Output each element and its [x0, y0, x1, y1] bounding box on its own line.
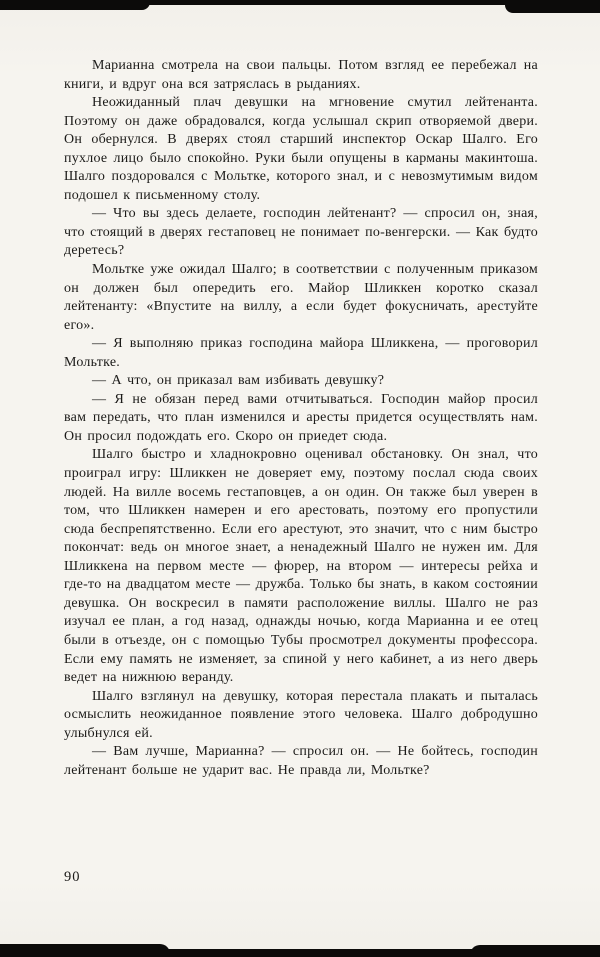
paragraph: Мольтке уже ожидал Шалго; в соответствии с полученным приказом он должен был опередить его. Майор Шликкен коротко сказал лейтенанту: «Впустите на виллу, а если будет фокусничать, арестуйте его». — [64, 262, 538, 333]
paragraph: — А что, он приказал вам избивать девушку? — [92, 373, 385, 389]
paragraph: Марианна смотрела на свои пальцы. Потом взгляд ее перебежал на книги, и вдруг она вся затряслась в рыданиях. — [64, 58, 538, 92]
scan-artifact-top-left-corner — [0, 0, 150, 10]
paragraph: — Вам лучше, Марианна? — спросил он. — Не бойтесь, господин лейтенант больше не ударит вас. Не правда ли, Мольтке? — [64, 744, 538, 778]
paragraph: Шалго быстро и хладнокровно оценивал обстановку. Он знал, что проиграл игру: Шликкен не доверяет ему, поэтому послал сюда своих людей. На вилле восемь гестаповцев, а он один. Он также был уверен в том, что Шликкен намерен и его арестовать, поэтому его пропустили сюда беспрепятственно. Если его арестуют, это значит, что с ним быстро покончат: ведь он многое знает, а ненадежный Шалго не нужен им. Для Шликкена на первом месте — фюрер, на втором — интересы рейха и где-то на двадцатом месте — дружба. Только бы знать, в каком состоянии девушка. Он воскресил в памяти расположение виллы. Шалго не раз изучал ее план, а год назад, однажды ночью, когда Марианна и ее отец были в отъезде, он с помощью Тубы просмотрел документы профессора. Если ему память не изменяет, за спиной у него кабинет, а из него дверь ведет на нижнюю веранду. — [64, 447, 538, 686]
paragraph: — Что вы здесь делаете, господин лейтенант? — спросил он, зная, что стоящий в дверях гестаповец не понимает по-венгерски. — Как будто деретесь? — [64, 206, 538, 259]
scan-artifact-top-right-corner — [505, 0, 600, 13]
scan-artifact-bottom-right-corner — [470, 945, 600, 957]
page-number: 90 — [64, 869, 81, 885]
paragraph: Шалго взглянул на девушку, которая перестала плакать и пыталась осмыслить неожиданное появление этого человека. Шалго добродушно улыбнулся ей. — [64, 688, 538, 741]
paragraph: Неожиданный плач девушки на мгновение смутил лейтенанта. Поэтому он даже обрадовался, когда услышал скрип отворяемой двери. Он обернулся. В дверях стоял старший инспектор Оскар Шалго. Его пухлое лицо было спокойно. Руки были опущены в карманы макинтоша. Шалго поздоровался с Мольтке, которого знал, и с невозмутимым видом подошел к письменному столу. — [64, 95, 538, 203]
paragraph: — Я не обязан перед вами отчитываться. Господин майор просил вам передать, что план изменился и аресты придется осуществлять нам. Он просил подождать его. Скоро он приедет сюда. — [64, 391, 538, 444]
text-block — [64, 57, 538, 780]
paragraph: — Я выполняю приказ господина майора Шликкена, — проговорил Мольтке. — [64, 336, 538, 370]
scan-artifact-bottom-left-corner — [0, 944, 170, 957]
